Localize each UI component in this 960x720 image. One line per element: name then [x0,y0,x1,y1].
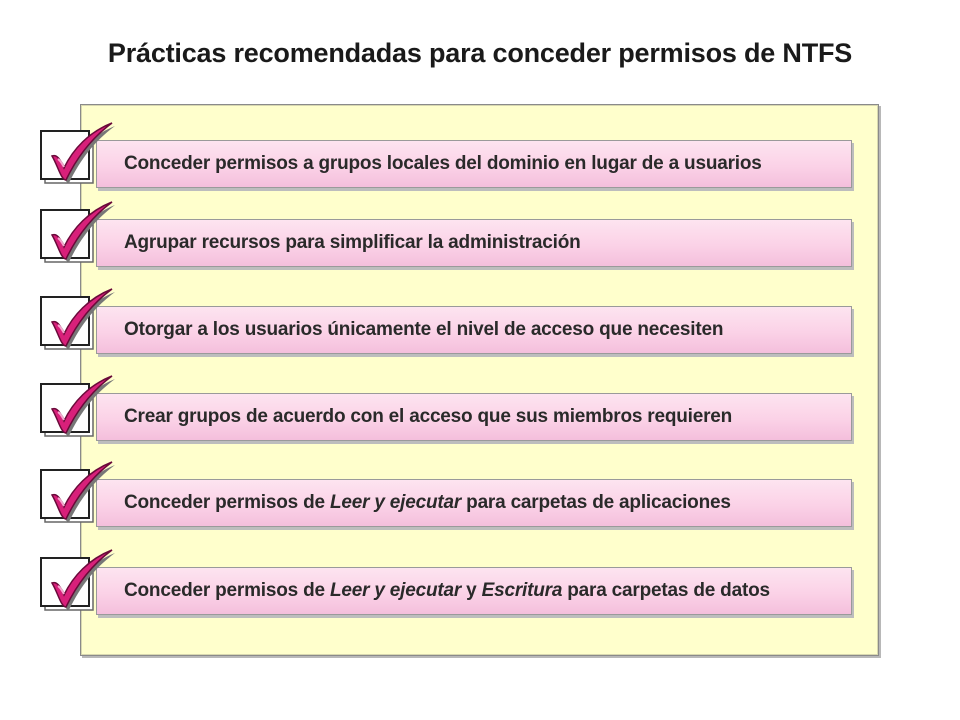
checkmark-icon [38,460,118,538]
item-text-part: Conceder permisos de [124,492,330,513]
list-item [38,121,888,191]
item-text-part: Conceder permisos de [124,580,330,601]
checkmark-icon [38,287,118,365]
item-text: Crear grupos de acuerdo con el acceso que sus miembros requieren [124,406,733,427]
item-text: Agrupar recursos para simplificar la administración [124,232,581,253]
checkmark-icon [38,374,118,452]
checkmark-icon [38,121,118,199]
item-text: Conceder permisos a grupos locales del dominio en lugar de a usuarios [124,153,762,174]
item-text [124,479,731,527]
item-text [124,567,770,615]
item-text-part: y [461,580,482,601]
list-item [38,460,888,530]
slide-title: Prácticas recomendadas para conceder permisos de NTFS [107,38,853,68]
list-item [38,548,888,618]
item-text: Otorgar a los usuarios únicamente el nivel de acceso que necesiten [124,319,724,340]
list-item [38,287,888,357]
checkmark-icon [38,200,118,278]
item-text-italic: Leer y ejecutar [329,580,462,601]
item-text-italic: Escritura [481,580,563,601]
list-item [38,200,888,270]
list-item [38,374,888,444]
checkmark-icon [38,548,118,626]
item-text-part: para carpetas de aplicaciones [461,492,731,513]
item-text-italic: Leer y ejecutar [329,492,462,513]
item-text-part: para carpetas de datos [562,580,770,601]
